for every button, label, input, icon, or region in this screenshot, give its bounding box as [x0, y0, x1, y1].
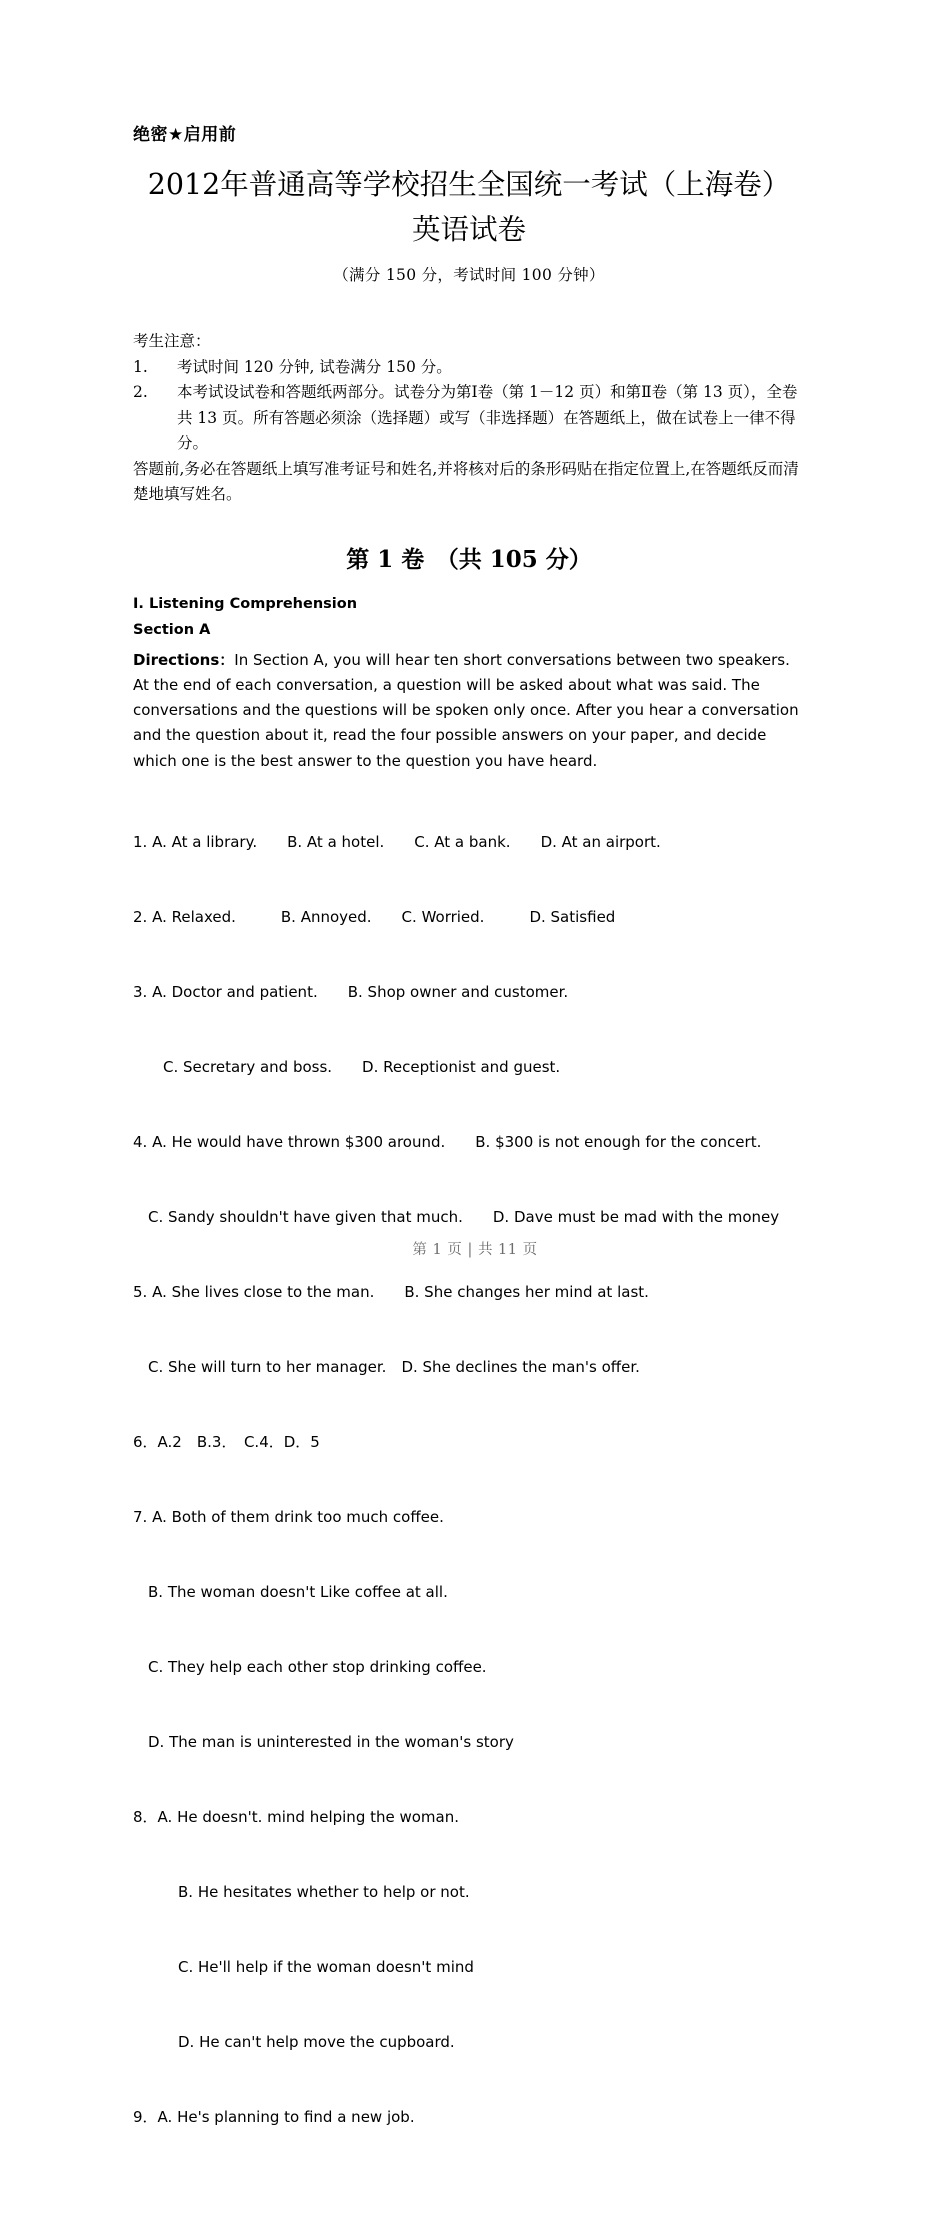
notice-item — [133, 380, 805, 457]
question-line: 7. A. Both of them drink too much coffee. — [133, 1507, 444, 1526]
directions-paragraph — [133, 648, 805, 774]
question-line: 9．A. He's planning to find a new job. — [133, 2107, 415, 2126]
question-line: 5. A. She lives close to the man. B. She changes her mind at last. — [133, 1282, 649, 1301]
page-content — [133, 0, 805, 2230]
question-line: 4. A. He would have thrown $300 around. B. $300 is not enough for the concert. — [133, 1132, 762, 1151]
question-line: B. The woman doesn't Like coffee at all. — [133, 1582, 448, 1601]
directions-body: In Section A, you will hear ten short conversations between two speakers. At the end of each conversation, a question will be asked about what was said. The conversations and the questions will be spoken only once. After you hear a conversation and the question about it, read the four possible answers on your paper, and decide which one is the best answer to the question you have heard. — [133, 650, 799, 770]
question-line: C. She will turn to her manager. D. She declines the man's offer. — [133, 1357, 640, 1376]
subsection-heading-section-a: Section A — [133, 621, 211, 638]
part-heading-listening: Ⅰ. Listening Comprehension — [133, 595, 358, 612]
question-line: C. Sandy shouldn't have given that much. D. Dave must be mad with the money — [133, 1207, 780, 1226]
page-subtitle: 英语试卷 — [411, 212, 526, 246]
question-line: D. The man is uninterested in the woman's story — [133, 1732, 514, 1751]
notice-item-text: 考试时间 120 分钟, 试卷满分 150 分。 — [177, 357, 452, 376]
question-line: C. They help each other stop drinking coffee. — [133, 1657, 487, 1676]
question-line: B. He hesitates whether to help or not. — [133, 1882, 470, 1901]
question-line: 2. A. Relaxed. B. Annoyed. C. Worried. D. Satisfied — [133, 907, 616, 926]
notice-item-number: 1. — [133, 357, 148, 376]
question-line: 1. A. At a library. B. At a hotel. C. At a bank. D. At an airport. — [133, 832, 661, 851]
directions-label: Directions： — [133, 650, 235, 669]
question-line: 6．A.2 B.3． C.4．D．5 — [133, 1432, 320, 1451]
page-title: 2012年普通高等学校招生全国统一考试（上海卷） — [147, 168, 791, 202]
question-list — [133, 780, 805, 2230]
question-line: C. Secretary and boss. D. Receptionist and guest. — [133, 1057, 561, 1076]
notice-tail-text: 答题前,务必在答题纸上填写准考证号和姓名,并将核对后的条形码贴在指定位置上,在答题纸反而清楚地填写姓名。 — [133, 459, 799, 504]
section-heading-juan: 第 1 卷 （共 105 分） — [346, 545, 592, 573]
notice-item — [133, 355, 805, 381]
question-line: D. He can't help move the cupboard. — [133, 2032, 455, 2051]
notice-heading: 考生注意： — [133, 332, 211, 351]
question-line: 8．A. He doesn't. mind helping the woman. — [133, 1807, 460, 1826]
candidate-notice — [133, 329, 805, 508]
question-line: C. He'll help if the woman doesn't mind — [133, 1957, 474, 1976]
question-line: 3. A. Doctor and patient. B. Shop owner and customer. — [133, 982, 569, 1001]
page-footer: 第 1 页 | 共 11 页 — [412, 1242, 538, 1258]
secrecy-label: 绝密★启用前 — [133, 125, 237, 145]
score-and-time-note: （满分 150 分，考试时间 100 分钟） — [333, 266, 605, 285]
notice-item-number: 2. — [133, 383, 148, 402]
notice-item-text: 本考试设试卷和答题纸两部分。试卷分为第Ⅰ卷（第 1－12 页）和第Ⅱ卷（第 13 页），全卷共 13 页。所有答题必须涂（选择题）或写（非选择题）在答题纸上，做在试卷上一律不得分。 — [177, 383, 798, 453]
